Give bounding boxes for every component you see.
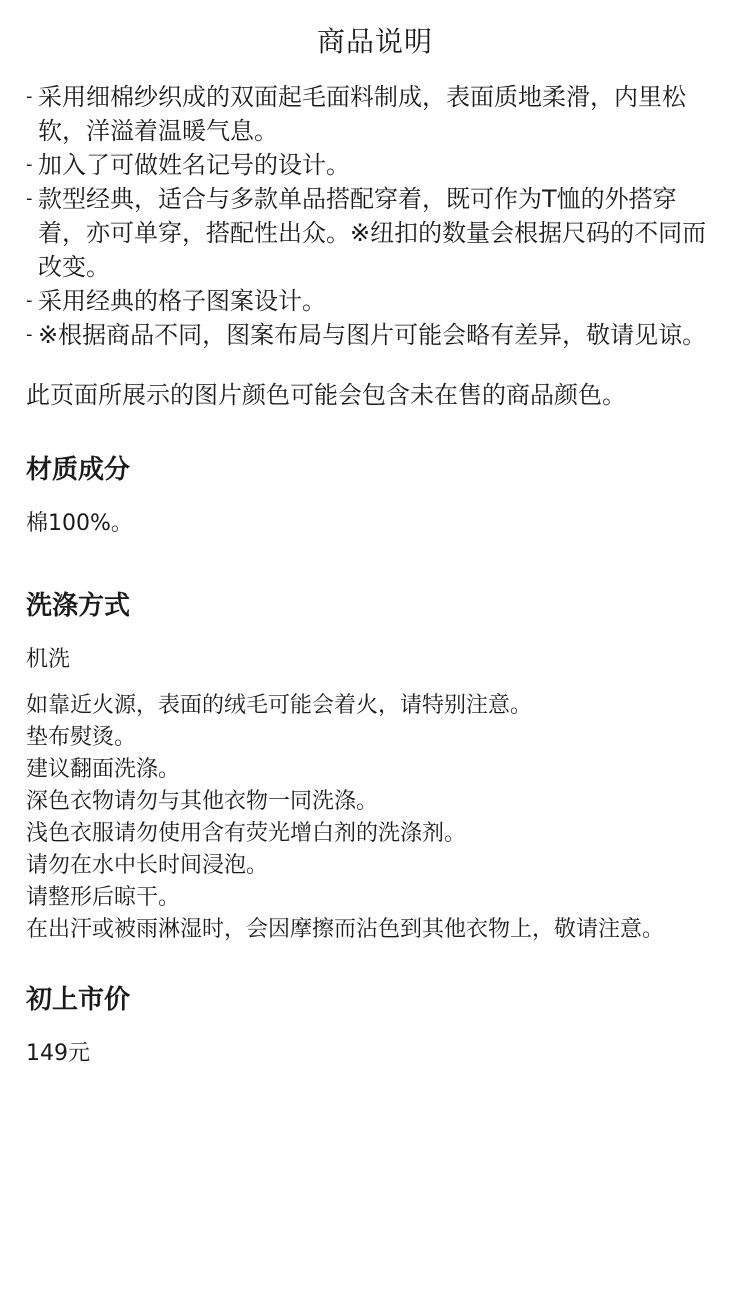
washing-section-title: 洗涤方式 xyxy=(26,591,131,621)
material-section-title: 材质成分 xyxy=(26,455,131,485)
washing-instruction-line: 垫布熨烫。 xyxy=(26,725,137,750)
bullet-dash: - xyxy=(26,86,33,107)
washing-instruction-line: 浅色衣服请勿使用含有荧光增白剂的洗涤剂。 xyxy=(26,821,467,846)
washing-instructions xyxy=(26,690,724,946)
washing-instruction-line: 在出汗或被雨淋湿时，会因摩擦而沾色到其他衣物上，敬请注意。 xyxy=(26,917,665,942)
washing-instruction-line: 请勿在水中长时间浸泡。 xyxy=(26,853,269,878)
feature-bullet-text: 采用细棉纱织成的双面起毛面料制成，表面质地柔滑，内里松软，洋溢着温暖气息。 xyxy=(38,83,686,145)
washing-instruction-line: 深色衣物请勿与其他衣物一同洗涤。 xyxy=(26,789,379,814)
price-value: 149元 xyxy=(26,1041,90,1066)
feature-bullet-item xyxy=(26,80,724,148)
feature-bullet-item xyxy=(26,318,724,352)
feature-bullet-text: ※根据商品不同，图案布局与图片可能会略有差异，敬请见谅。 xyxy=(38,321,707,349)
bullet-dash: - xyxy=(26,290,33,311)
feature-bullet-text: 加入了可做姓名记号的设计。 xyxy=(38,151,350,179)
feature-bullet-list xyxy=(26,80,724,352)
bullet-dash: - xyxy=(26,188,33,209)
feature-bullet-item xyxy=(26,182,724,284)
price-section-title: 初上市价 xyxy=(26,985,131,1015)
washing-method: 机洗 xyxy=(26,647,71,672)
washing-instruction-line: 如靠近火源，表面的绒毛可能会着火，请特别注意。 xyxy=(26,693,533,718)
feature-bullet-text: 采用经典的格子图案设计。 xyxy=(38,287,326,315)
color-note: 此页面所展示的图片颜色可能会包含未在售的商品颜色。 xyxy=(26,381,626,409)
feature-bullet-item xyxy=(26,148,724,182)
feature-bullet-item xyxy=(26,284,724,318)
bullet-dash: - xyxy=(26,324,33,345)
washing-instruction-line: 建议翻面洗涤。 xyxy=(26,757,181,782)
washing-instruction-line: 请整形后晾干。 xyxy=(26,885,181,910)
page-title: 商品说明 xyxy=(316,25,433,58)
feature-bullet-text: 款型经典，适合与多款单品搭配穿着，既可作为T恤的外搭穿着，亦可单穿，搭配性出众。※纽扣的数量会根据尺码的不同而改变。 xyxy=(38,185,707,281)
material-value: 棉100%。 xyxy=(26,511,133,536)
bullet-dash: - xyxy=(26,154,33,175)
